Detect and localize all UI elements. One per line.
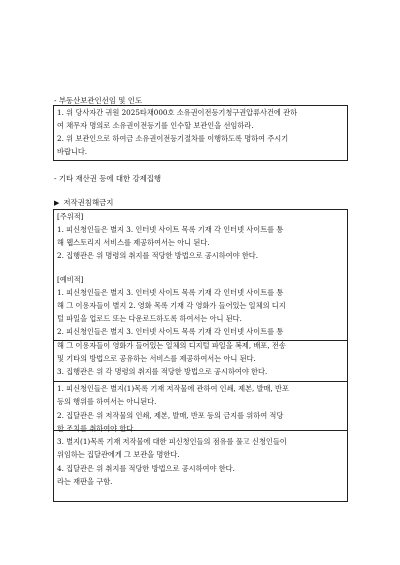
seizure-line-2: 등의 행위를 하여서는 아니된다. <box>57 397 157 406</box>
triangle-bullet-icon: ▶ <box>54 199 60 207</box>
primary-line-2: 해 웹스토리지 서비스를 제공하여서는 아니 된다. <box>57 238 210 247</box>
seizure-line-8: 라는 재판을 구함. <box>57 477 113 486</box>
primary-claim-label: [주위적] <box>57 212 84 221</box>
seizure-line-1: 1. 피신청인들은 별지(1)목록 기재 저작물에 관하여 인쇄, 제본, 발매, 반포 <box>57 384 289 393</box>
alternative-line-5: 해 그 이용자들이 영화가 들어있는 일체의 디지털 파일을 복제, 배포, 전송 <box>57 341 286 350</box>
custodian-line-2: 여 채무자 명의로 소유권이전등기를 인수할 보관인을 선임하라. <box>57 121 254 130</box>
custodian-line-3: 2. 위 보관인으로 하여금 소유권이전등기절차를 이행하도록 명하여 주시기 <box>57 134 289 143</box>
custodian-line-1: 1. 위 당사자간 귀원 2025타채000호 소유권이전등기청구권압류사건에 관하 <box>57 108 298 117</box>
alternative-line-2: 해 그 이용자들이 별지 2. 영화 목록 기재 각 영화가 들어있는 일체의 디지 <box>57 301 286 310</box>
seizure-line-5: 3. 별지(1)목록 기재 저작물에 대한 피신청인들의 점유를 풀고 신청인들이 <box>57 437 287 446</box>
seizure-line-4: 한 조치를 취하여야 한다. <box>57 424 136 433</box>
section-heading-copyright <box>54 198 113 208</box>
alternative-line-7: 3. 집행관은 위 각 명령의 취지를 적당한 방법으로 공시하여야 한다. <box>57 367 268 376</box>
seizure-line-7: 4. 집달관은 위 취지를 적당한 방법으로 공시하여야 한다. <box>57 464 235 473</box>
alternative-line-1: 1. 피신청인들은 별지 3. 인터넷 사이트 목록 기재 각 인터넷 사이트를 통 <box>57 288 284 297</box>
seizure-line-3: 2. 집달관은 위 저작물의 인쇄, 제본, 발매, 반포 등의 금지를 위하여 적당 <box>57 411 284 420</box>
section-heading-other-property: - 기타 재산권 등에 대한 강제집행 <box>54 174 162 183</box>
alternative-line-4: 2. 피신청인들은 별지 3. 인터넷 사이트 목록 기재 각 인터넷 사이트를 통 <box>57 327 284 336</box>
custodian-line-4: 바랍니다. <box>57 147 88 156</box>
alternative-line-6: 및 기타의 방법으로 공유하는 서비스를 제공하여서는 아니 된다. <box>57 354 256 363</box>
primary-line-1: 1. 피신청인들은 별지 3. 인터넷 사이트 목록 기재 각 인터넷 사이트를 통 <box>57 225 284 234</box>
alternative-line-3: 털 파일을 업로드 또는 다운로드하도록 하여서는 아니 된다. <box>57 314 242 323</box>
seizure-line-6: 위임하는 집달관에게 그 보관을 명한다. <box>57 450 180 459</box>
section-heading-custodian: - 부동산보관인선임 및 인도 <box>54 96 143 105</box>
primary-line-3: 2. 집행관은 위 명령의 취지를 적당한 방법으로 공시하여야 한다. <box>57 251 259 260</box>
copyright-heading-text: 저작권침해금지 <box>63 198 114 207</box>
alternative-claim-label: [예비적] <box>57 275 84 284</box>
